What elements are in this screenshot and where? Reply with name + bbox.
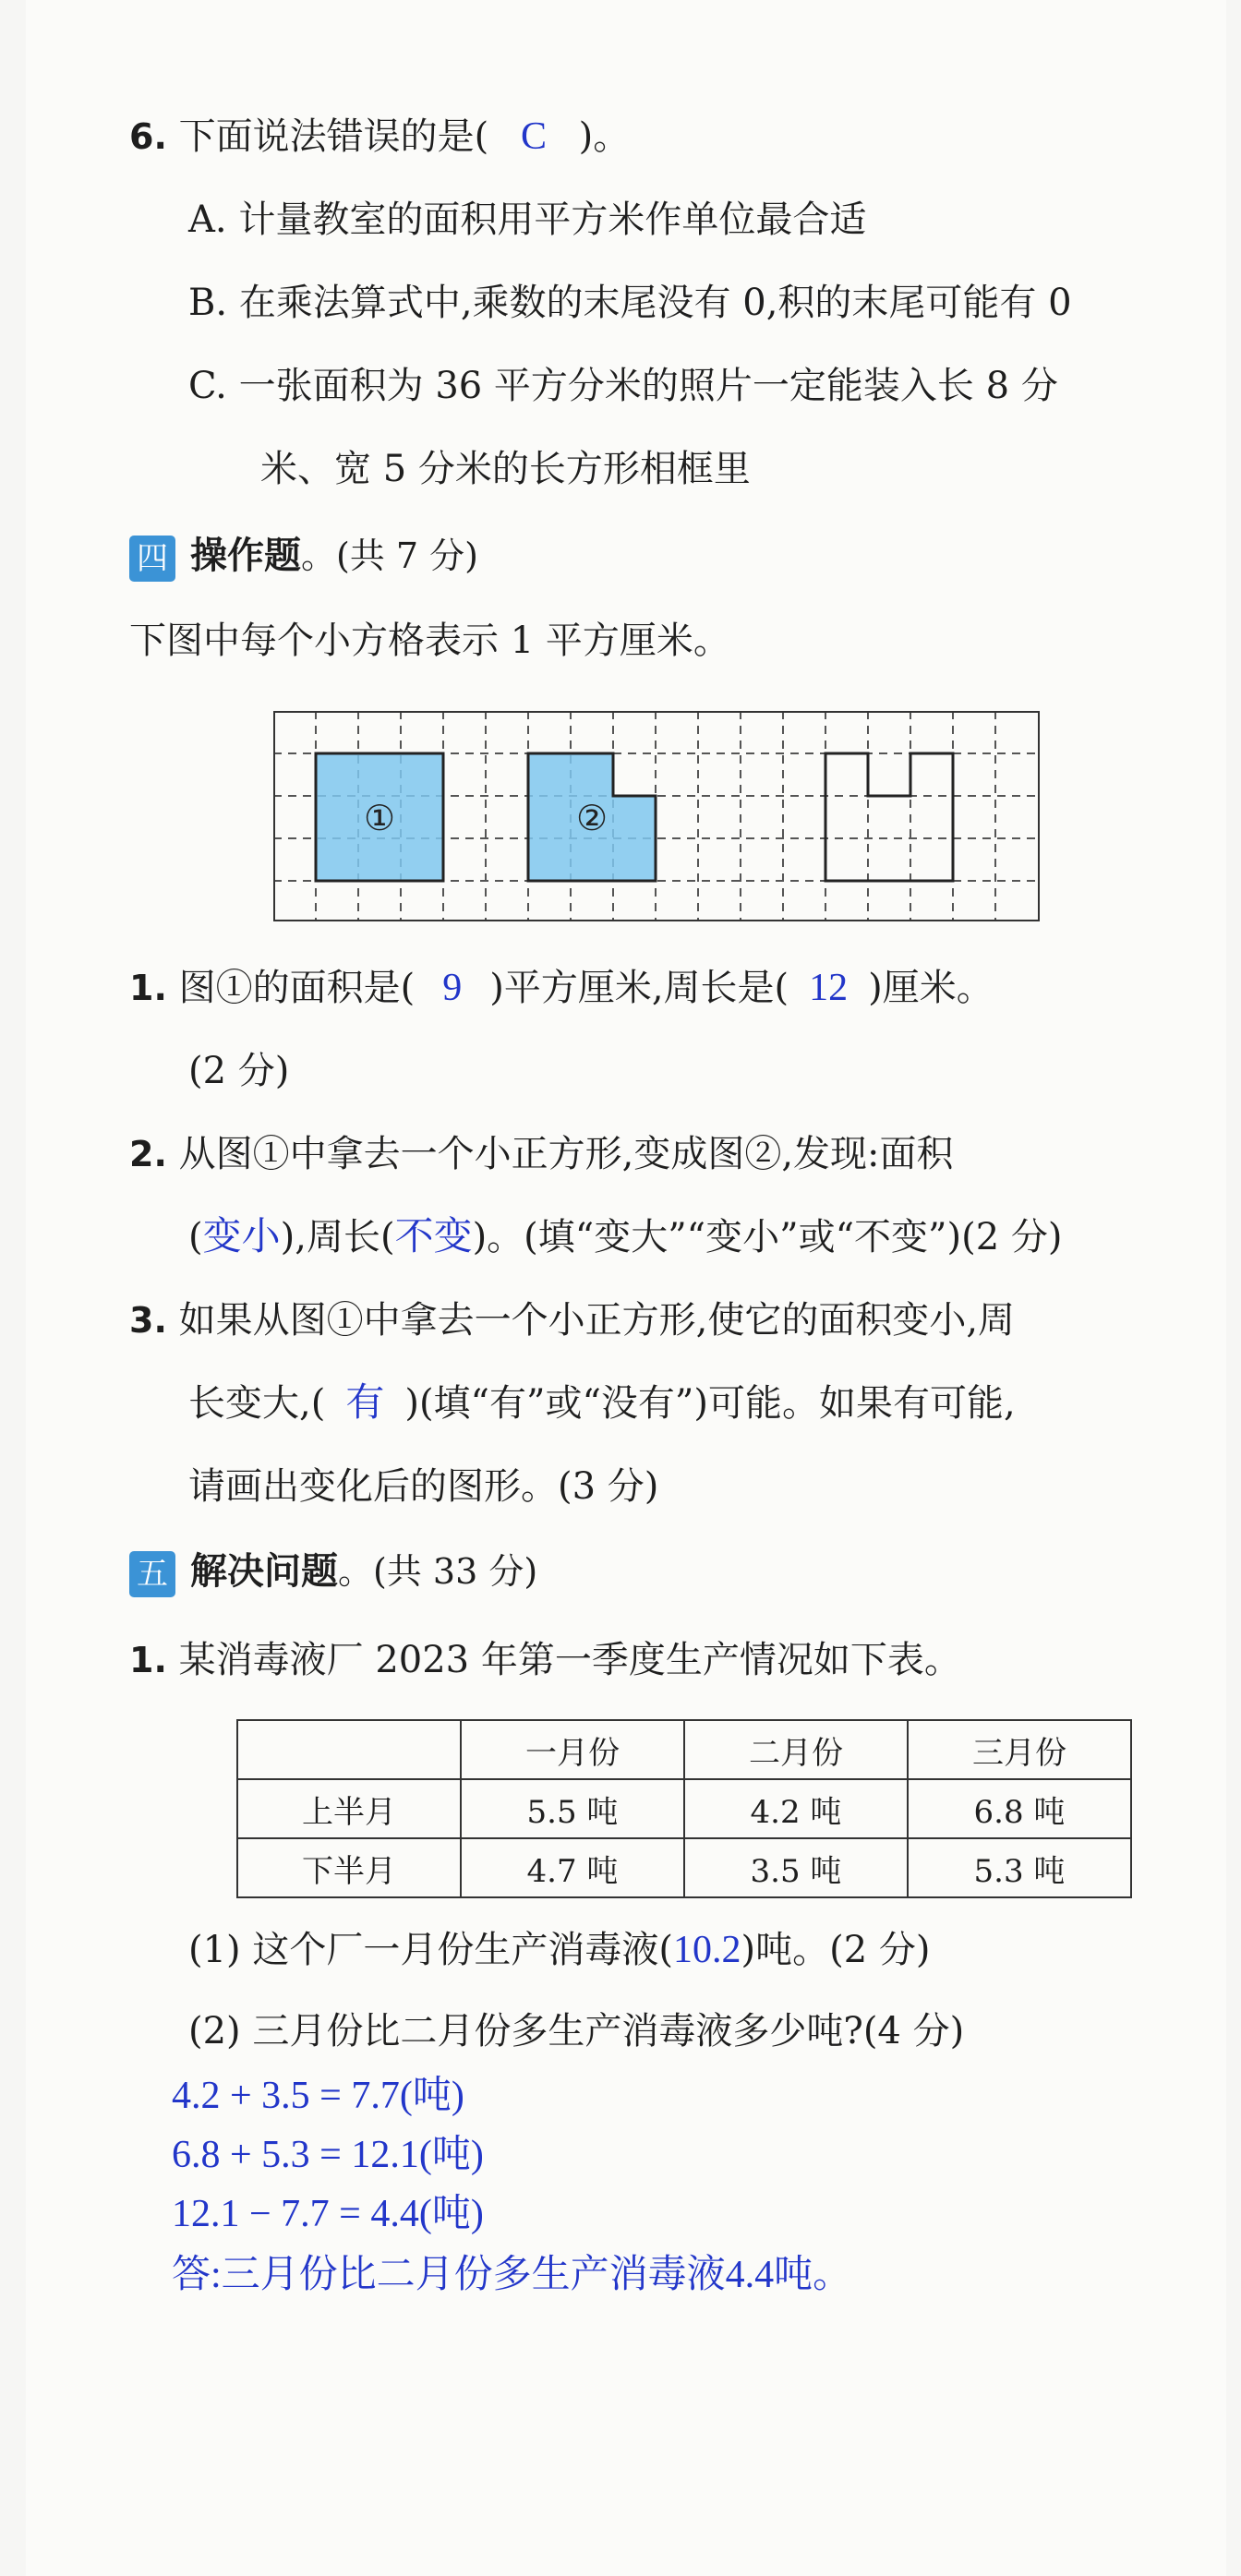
table-row-header: 上半月 bbox=[237, 1779, 461, 1838]
section4-badge: 四 bbox=[129, 536, 175, 582]
s4-q3-text2b: )(填“有”或“没有”)可能。如果有可能, bbox=[404, 1382, 1016, 1425]
s4-q1-text-a: 图①的面积是( bbox=[178, 967, 416, 1009]
section4-intro: 下图中每个小方格表示 1 平方厘米。 bbox=[129, 620, 730, 662]
table-cell: 5.3 吨 bbox=[908, 1838, 1131, 1897]
s4-q3-line3: 请画出变化后的图形。(3 分) bbox=[188, 1465, 659, 1508]
grid-figure bbox=[273, 711, 1040, 921]
s5-q1-sub1-text-a: (1) 这个厂一月份生产消毒液( bbox=[188, 1929, 673, 1971]
table-header-cell: 一月份 bbox=[461, 1720, 684, 1779]
table-cell: 5.5 吨 bbox=[461, 1779, 684, 1838]
q6-number: 6. bbox=[129, 116, 167, 157]
table-cell: 6.8 吨 bbox=[908, 1779, 1131, 1838]
s4-q2-tail: )。(填“变大”“变小”或“不变”)(2 分) bbox=[472, 1216, 1063, 1258]
s4-q2-line1 bbox=[129, 1126, 954, 1182]
worksheet-page bbox=[26, 0, 1226, 2576]
table-cell: 3.5 吨 bbox=[684, 1838, 908, 1897]
work-line-3: 12.1 − 7.7 = 4.4(吨) bbox=[172, 2193, 484, 2235]
s4-q2-answer-perimeter: 不变 bbox=[394, 1216, 473, 1258]
answer-sentence: 答:三月份比二月份多生产消毒液4.4吨。 bbox=[172, 2254, 852, 2296]
s4-q2-answer-area: 变小 bbox=[202, 1216, 281, 1258]
section4-score: 。(共 7 分) bbox=[301, 536, 478, 576]
shape-2-label: ② bbox=[575, 798, 608, 838]
table-cell: 4.2 吨 bbox=[684, 1779, 908, 1838]
q6-option-c-line2: 米、宽 5 分米的长方形相框里 bbox=[260, 448, 751, 490]
section5-title: 解决问题 bbox=[190, 1550, 338, 1593]
s4-q1-answer-area: 9 bbox=[442, 967, 463, 1009]
table-header-row bbox=[237, 1720, 1131, 1779]
s4-q3-line2 bbox=[188, 1376, 1016, 1431]
table-header-cell: 三月份 bbox=[908, 1720, 1131, 1779]
table-row bbox=[237, 1838, 1131, 1897]
s5-q1-text: 某消毒液厂 2023 年第一季度生产情况如下表。 bbox=[178, 1639, 961, 1681]
table-row-header: 下半月 bbox=[237, 1838, 461, 1897]
table-header-cell bbox=[237, 1720, 461, 1779]
s4-q1-text-b: )平方厘米,周长是( bbox=[489, 967, 789, 1009]
s4-q3-line1 bbox=[129, 1293, 1015, 1348]
s5-q1-number: 1. bbox=[129, 1640, 167, 1680]
s4-q2-open: ( bbox=[188, 1216, 203, 1258]
q6-option-c-line1: C. 一张面积为 36 平方分米的照片一定能装入长 8 分 bbox=[188, 365, 1058, 407]
s4-q2-text: 从图①中拿去一个小正方形,变成图②,发现:面积 bbox=[178, 1133, 954, 1175]
s4-q2-number: 2. bbox=[129, 1134, 167, 1174]
q6-answer: C bbox=[520, 115, 547, 158]
s5-q1-sub1-answer: 10.2 bbox=[672, 1929, 741, 1971]
s4-q1-answer-perimeter: 12 bbox=[809, 967, 849, 1009]
q6-option-a: A. 计量教室的面积用平方米作单位最合适 bbox=[188, 199, 867, 241]
q6-stem bbox=[129, 109, 630, 164]
s4-q2-line2 bbox=[188, 1210, 1062, 1265]
table-cell: 4.7 吨 bbox=[461, 1838, 684, 1897]
s4-q1-text-c: )厘米。 bbox=[868, 967, 994, 1009]
shape-1-label: ① bbox=[363, 798, 396, 838]
q6-stem-before: 下面说法错误的是( bbox=[178, 115, 489, 158]
section5-score: 。(共 33 分) bbox=[338, 1551, 538, 1592]
s4-q3-text2a: 长变大,( bbox=[188, 1382, 326, 1425]
s4-q3-text1: 如果从图①中拿去一个小正方形,使它的面积变小,周 bbox=[178, 1299, 1016, 1342]
s5-q1-stem bbox=[129, 1632, 961, 1688]
q6-option-b: B. 在乘法算式中,乘数的末尾没有 0,积的末尾可能有 0 bbox=[188, 282, 1072, 324]
section4-title: 操作题 bbox=[190, 535, 301, 577]
s4-q1-score: (2 分) bbox=[188, 1050, 290, 1092]
s5-q1-sub1 bbox=[188, 1922, 930, 1978]
s4-q3-number: 3. bbox=[129, 1300, 167, 1341]
s4-q1 bbox=[129, 960, 994, 1016]
s5-q1-sub1-text-b: )吨。(2 分) bbox=[741, 1929, 931, 1971]
work-line-2: 6.8 + 5.3 = 12.1(吨) bbox=[172, 2134, 484, 2176]
table-row bbox=[237, 1779, 1131, 1838]
section5-badge: 五 bbox=[129, 1551, 175, 1597]
work-line-1: 4.2 + 3.5 = 7.7(吨) bbox=[172, 2075, 464, 2117]
table-header-cell: 二月份 bbox=[684, 1720, 908, 1779]
section4-header bbox=[129, 528, 478, 584]
s4-q2-mid: ),周长( bbox=[280, 1216, 395, 1258]
s4-q1-number: 1. bbox=[129, 968, 167, 1008]
production-table bbox=[236, 1719, 1132, 1898]
q6-stem-after: )。 bbox=[578, 115, 631, 158]
s5-q1-sub2: (2) 三月份比二月份多生产消毒液多少吨?(4 分) bbox=[188, 2010, 965, 2052]
s4-q3-answer: 有 bbox=[345, 1382, 385, 1425]
shape-3-drawn bbox=[825, 753, 953, 881]
section5-header bbox=[129, 1544, 537, 1599]
